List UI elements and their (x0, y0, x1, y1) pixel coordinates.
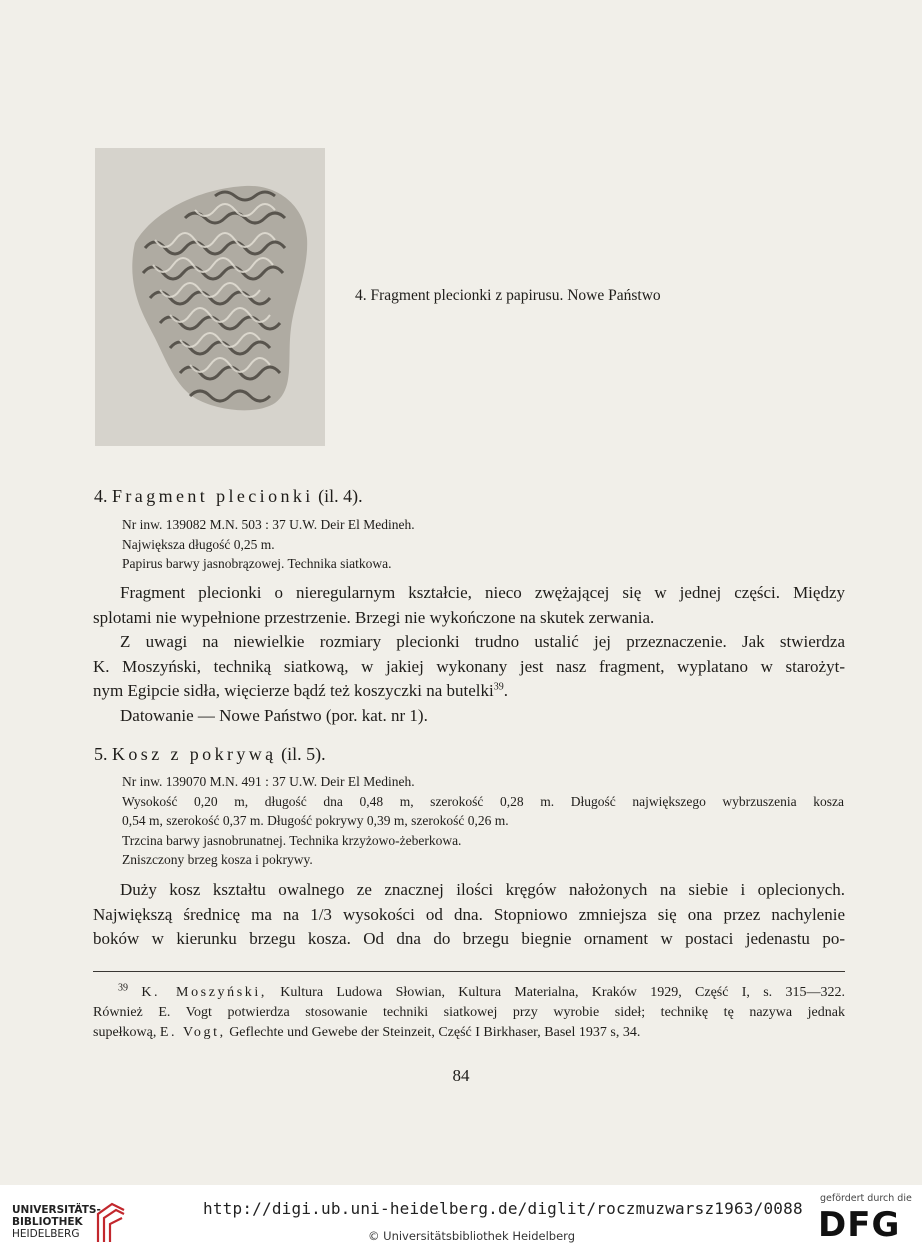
paragraph-line: boków w kierunku brzegu kosza. Od dna do brzegu biegnie ornament w postaci jedenastu po- (93, 929, 845, 948)
footnote-marker: 39 (118, 982, 128, 994)
library-name-line: BIBLIOTHEK (12, 1216, 83, 1228)
footnote-39 (93, 983, 845, 1043)
footnote-text: supełkową, (93, 1025, 157, 1040)
footnote-author: K. Moszyński, (141, 985, 267, 1000)
item-5-meta-line: Zniszczony brzeg kosza i pokrywy. (122, 852, 313, 867)
item-5-meta (122, 772, 844, 870)
footnote-divider (93, 971, 845, 972)
item-5-paragraph (93, 878, 845, 952)
copyright-notice: © Universitätsbibliothek Heidelberg (368, 1229, 576, 1243)
library-logo[interactable] (12, 1200, 132, 1244)
paragraph-line: splotami nie wypełnione przestrzenie. Brzegi nie wykończone na skutek zerwania. (93, 607, 655, 627)
footnote-line (93, 983, 845, 1003)
item-4-meta-line: Największa długość 0,25 m. (122, 536, 275, 552)
page-number: 84 (452, 1066, 470, 1085)
item-5-heading (94, 744, 326, 765)
item-5-meta-line: Nr inw. 139070 M.N. 491 : 37 U.W. Deir El Medineh. (122, 774, 415, 789)
item-5-meta-line: Trzcina barwy jasnobrunatnej. Technika krzyżowo-żeberkowa. (122, 832, 462, 848)
footnote-reference: 39 (493, 681, 504, 693)
paragraph-line-with-footnote (93, 679, 845, 704)
paragraph-text: nym Egipcie sidła, więcierze bądź też koszyczki na butelki (93, 681, 494, 700)
item-4-title: Fragment plecionki (112, 486, 314, 506)
sentence-end: . (503, 681, 509, 700)
library-name-line: UNIVERSITÄTS- (12, 1204, 101, 1216)
item-4-ref: (il. 4). (318, 486, 363, 506)
item-4-number: 4. (94, 486, 108, 506)
library-emblem-icon (94, 1200, 128, 1244)
figure-caption: 4. Fragment plecionki z papirusu. Nowe Państwo (355, 287, 661, 304)
footnote-line (93, 1023, 845, 1043)
paragraph-line: Fragment plecionki o nieregularnym kształcie, nieco zwężającej się w jednej części. Między (120, 583, 845, 602)
item-4-heading (94, 486, 363, 507)
item-5-meta-line: 0,54 m, szerokość 0,37 m. Długość pokrywy 0,39 m, szerokość 0,26 m. (122, 813, 509, 828)
funding-note: gefördert durch die (820, 1193, 912, 1204)
paragraph-line: K. Moszyński, techniką siatkową, w jakiej wykonany jest nasz fragment, wyplatano w starożyt- (93, 656, 845, 676)
dfg-logo[interactable]: DFG (818, 1205, 901, 1245)
item-5-meta-line: Wysokość 0,20 m, długość dna 0,48 m, szerokość 0,28 m. Długość największego wybrzuszenia kosza (122, 793, 844, 809)
item-5-title: Kosz z pokrywą (112, 744, 277, 764)
item-5-ref: (il. 5). (281, 744, 326, 764)
footnote-text: Kultura Ludowa Słowian, Kultura Materialna, Kraków 1929, Część I, s. 315—322. (280, 985, 845, 1000)
item-5-number: 5. (94, 744, 108, 764)
footnote-line: Również E. Vogt potwierdza stosowanie techniki siatkowej przy wyrobie sideł; technikę tę nazywa jednak (93, 1005, 845, 1020)
item-4-meta (122, 515, 844, 574)
item-4-meta-line: Papirus barwy jasnobrązowej. Technika siatkowa. (122, 556, 392, 571)
footnote-text: Geflechte und Gewebe der Steinzeit, Część I Birkhaser, Basel 1937 s, 34. (229, 1025, 641, 1040)
library-name-line: HEIDELBERG (12, 1228, 80, 1240)
figure-photo-basket-fragment (95, 148, 325, 446)
item-4-meta-line: Nr inw. 139082 M.N. 503 : 37 U.W. Deir El Medineh. (122, 517, 415, 532)
paragraph-line: Największą średnicę ma na 1/3 wysokości od dna. Stopniowo zmniejsza się ona przez nachylenie (93, 904, 845, 924)
item-4-paragraph (93, 581, 845, 728)
paragraph-line: Z uwagi na niewielkie rozmiary plecionki trudno ustalić jej przeznaczenie. Jak stwierdza (120, 632, 845, 651)
woven-fragment-image (95, 148, 325, 446)
paragraph-line: Duży kosz kształtu owalnego ze znacznej ilości kręgów nałożonych na siebie i oplecionych. (120, 880, 845, 899)
footnote-author: E. Vogt, (159, 1025, 226, 1040)
document-url-link[interactable]: http://digi.ub.uni-heidelberg.de/diglit/roczmuzwarsz1963/0088 (203, 1199, 803, 1218)
paragraph-line: Datowanie — Nowe Państwo (por. kat. nr 1). (120, 705, 428, 725)
